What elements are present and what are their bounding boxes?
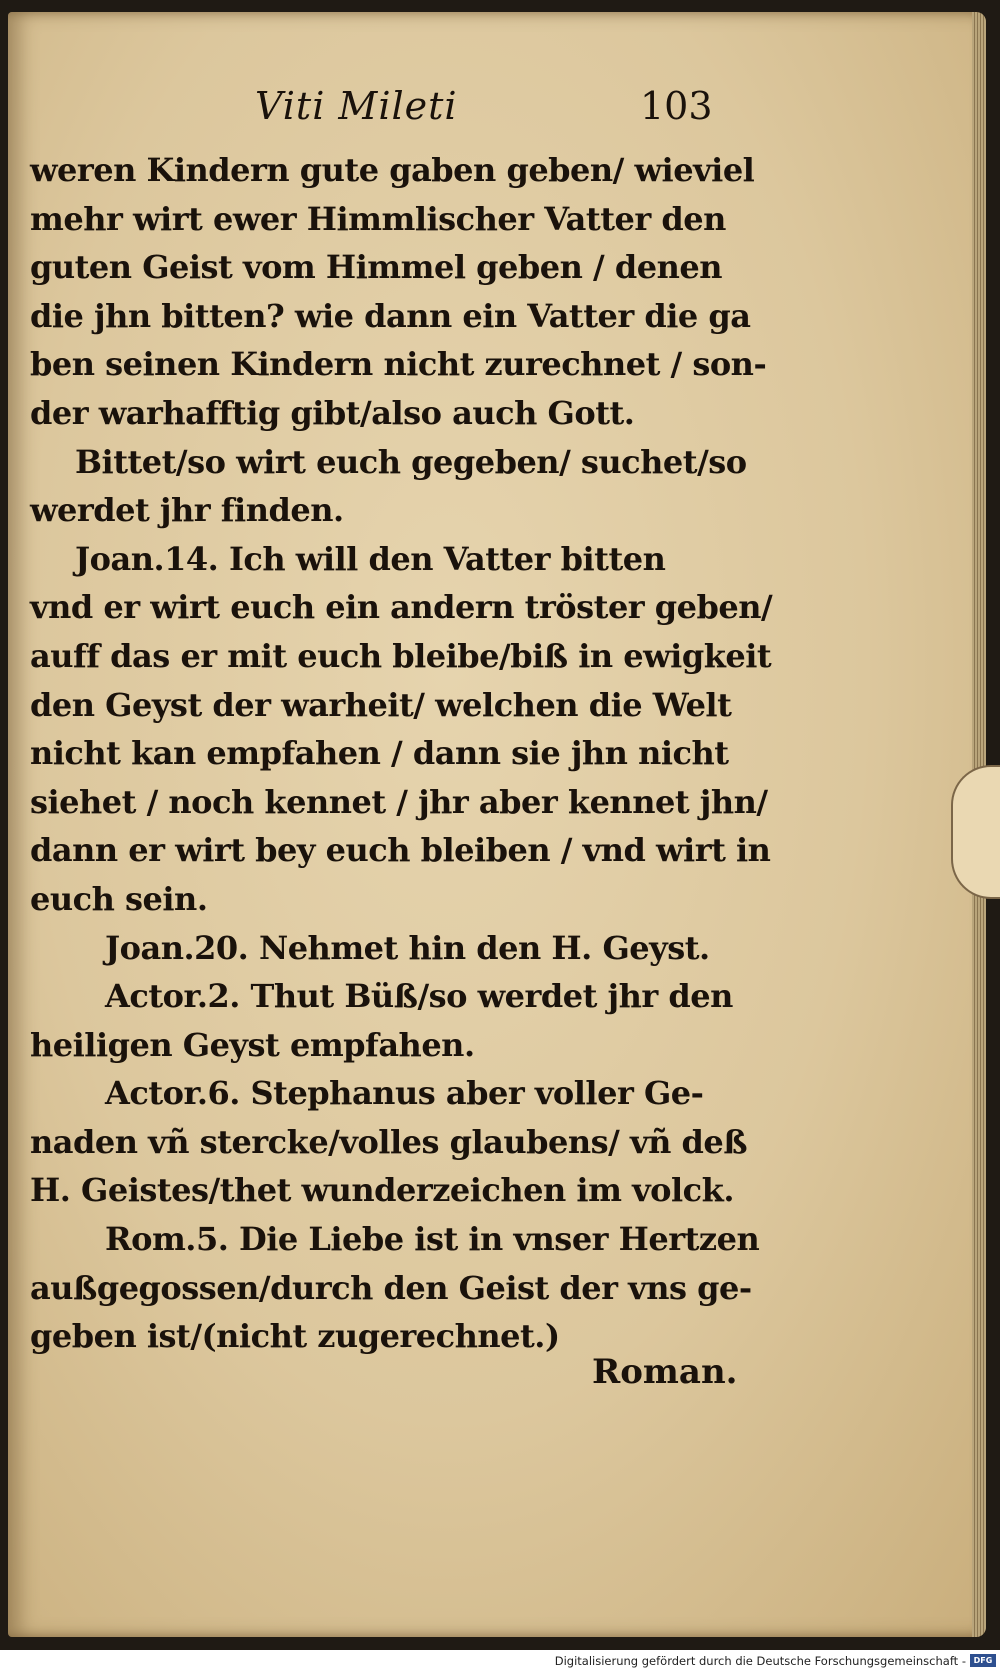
catchword: Roman.: [592, 1352, 738, 1392]
text-line: weren Kindern gute gaben geben/ wieviel: [30, 151, 755, 189]
text-line: euch sein.: [30, 879, 208, 918]
text-line: vnd er wirt euch ein andern tröster geben/: [30, 588, 773, 627]
page-number: 103: [640, 84, 713, 128]
text-line: siehet / noch kennet / jhr aber kennet jhn/: [30, 782, 768, 821]
text-line: auff das er mit euch bleibe/biß in ewigkeit: [30, 636, 772, 675]
text-line: H. Geistes/thet wunderzeichen im volck.: [30, 1171, 734, 1210]
text-line: geben ist/(nicht zugerechnet.): [30, 1317, 560, 1356]
text-line: dann er wirt bey euch bleiben / vnd wirt in: [30, 831, 771, 870]
running-head: [30, 84, 730, 144]
text-line: nicht kan empfahen / dann sie jhn nicht: [30, 734, 729, 773]
text-line: Actor.2. Thut Büß/so werdet jhr den: [105, 977, 733, 1016]
text-line: guten Geist vom Himmel geben / denen: [30, 248, 722, 287]
text-line: naden vñ stercke/volles glaubens/ vñ deß: [30, 1122, 748, 1161]
text-line: die jhn bitten? wie dann ein Vatter die ga: [30, 296, 751, 335]
page-tab: [951, 765, 1000, 899]
text-line: werdet jhr finden.: [30, 491, 344, 530]
text-line: heiligen Geyst empfahen.: [30, 1025, 475, 1064]
text-line: außgegossen/durch den Geist der vns ge-: [30, 1268, 752, 1307]
dfg-logo-icon: DFG: [970, 1654, 996, 1667]
text-line: der warhafftig gibt/also auch Gott.: [30, 393, 635, 432]
text-line: ben seinen Kindern nicht zurechnet / son-: [30, 345, 767, 384]
text-line: mehr wirt ewer Himmlischer Vatter den: [30, 199, 726, 238]
text-line: den Geyst der warheit/ welchen die Welt: [30, 685, 732, 724]
footer-credit: Digitalisierung gefördert durch die Deutsche Forschungsgemeinschaft -: [554, 1654, 966, 1668]
digitization-footer: [0, 1650, 1000, 1672]
text-line: Rom.5. Die Liebe ist in vnser Hertzen: [105, 1220, 760, 1259]
text-line: Actor.6. Stephanus aber voller Ge-: [105, 1074, 704, 1113]
text-line: Joan.20. Nehmet hin den H. Geyst.: [105, 928, 710, 967]
running-title: Viti Mileti: [255, 84, 458, 128]
text-line: Joan.14. Ich will den Vatter bitten: [75, 539, 666, 578]
body-text: [30, 146, 773, 1361]
text-line: Bittet/so wirt euch gegeben/ suchet/so: [75, 442, 747, 481]
